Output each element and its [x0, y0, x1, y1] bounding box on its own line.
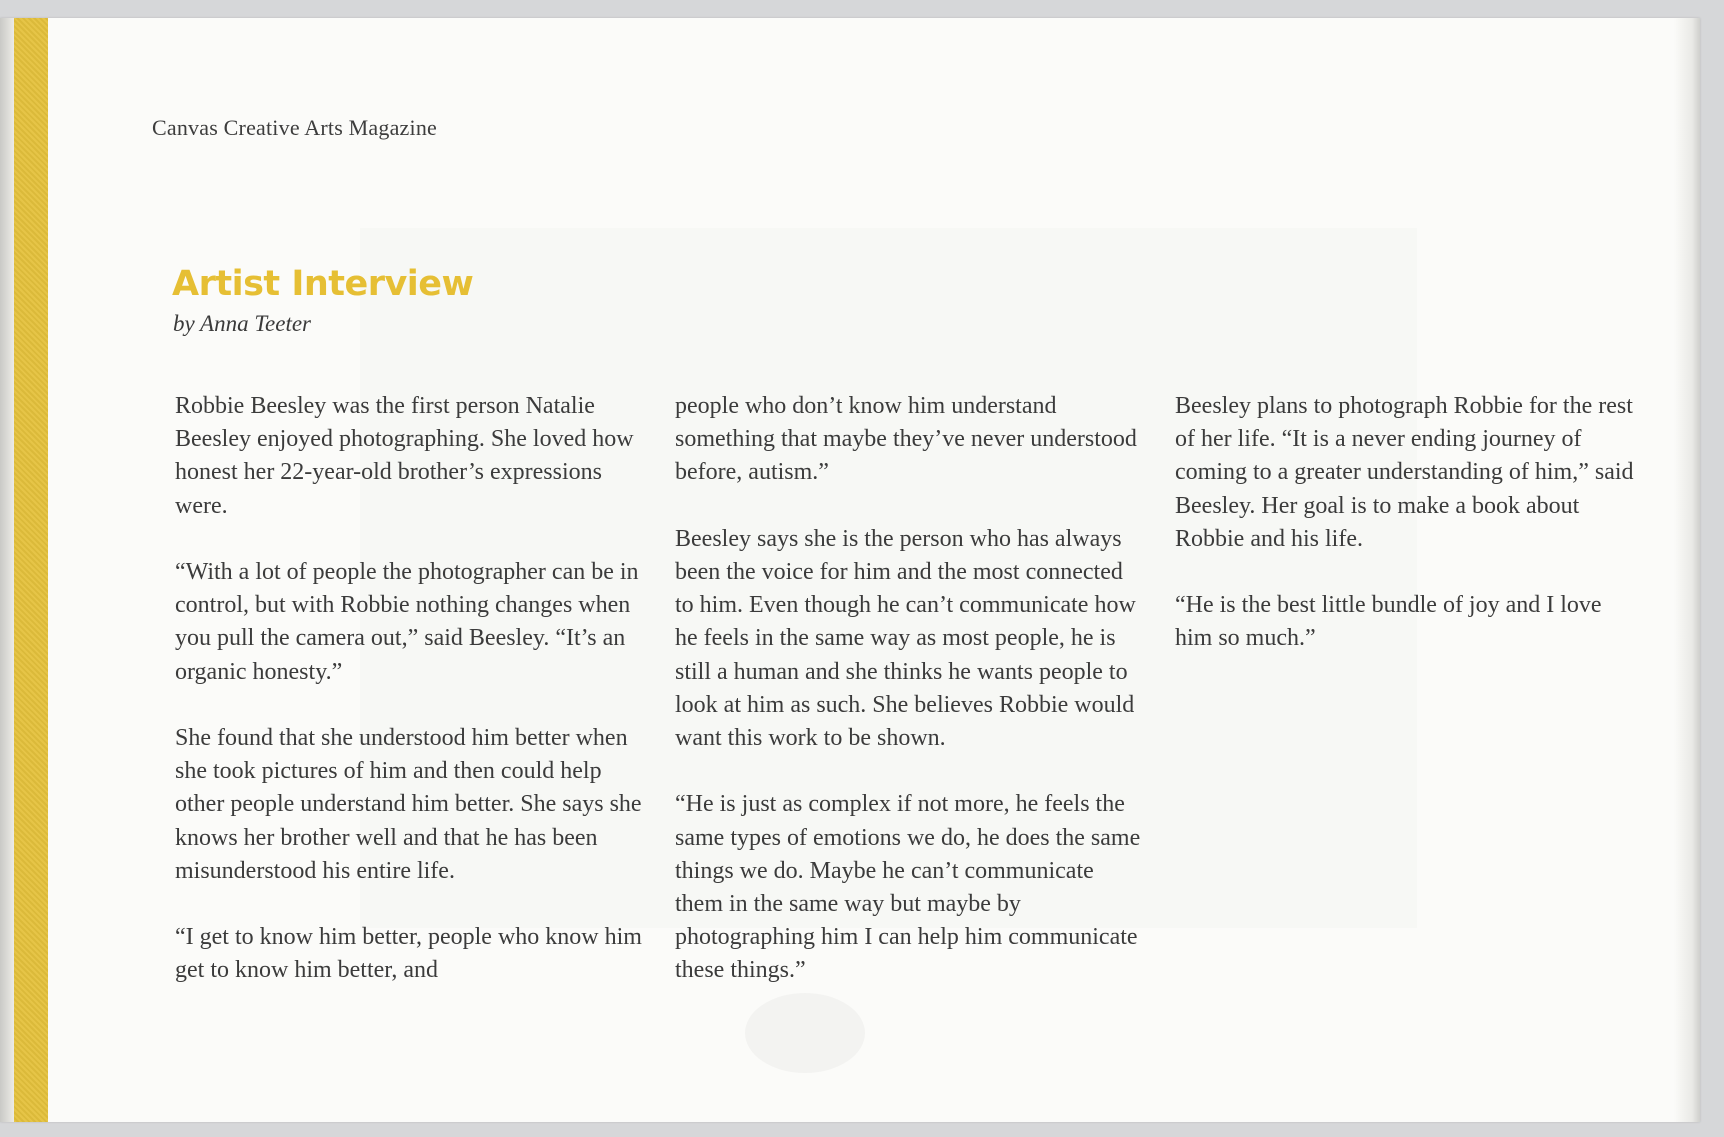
running-head: Canvas Creative Arts Magazine: [152, 115, 437, 140]
text-column-1: [175, 390, 645, 1021]
paragraph: “He is the best little bundle of joy and I love him so much.”: [1175, 592, 1602, 652]
paragraph: Beesley says she is the person who has always been the voice for him and the most connected to him. Even though he can’t communicate how he feels in the same way as most people, he is still a human and she thinks he wants people to look at him as such. She believes Robbie would want this work to be shown.: [675, 525, 1136, 752]
paragraph: Robbie Beesley was the first person Natalie Beesley enjoyed photographing. She loved how honest her 22-year-old brother’s expressions were.: [175, 393, 634, 519]
paragraph: “I get to know him better, people who know him get to know him better, and: [175, 924, 642, 984]
paragraph: people who don’t know him understand something that maybe they’ve never understood before, autism.”: [675, 393, 1137, 486]
paragraph: Beesley plans to photograph Robbie for the rest of her life. “It is a never ending journey of coming to a greater understanding of him,” said Beesley. Her goal is to make a book about Robbie and his life.: [1175, 393, 1634, 552]
article-title: Artist Interview: [172, 264, 474, 304]
paragraph: “He is just as complex if not more, he feels the same types of emotions we do, he does the same things we do. Maybe he can’t communicate them in the same way but maybe by photographing him I can help him communicate these things.”: [675, 791, 1141, 984]
page-right-edge: [1674, 18, 1700, 1122]
paragraph: She found that she understood him better when she took pictures of him and then could help other people understand him better. She says she knows her brother well and that he has been misunderstood his entire life.: [175, 725, 642, 884]
paragraph: “With a lot of people the photographer can be in control, but with Robbie nothing changes when you pull the camera out,” said Beesley. “It’s an organic honesty.”: [175, 559, 639, 685]
text-column-2: [675, 390, 1145, 1021]
yellow-spine-stripe: [14, 18, 48, 1122]
text-column-3: [1175, 390, 1635, 689]
article-byline: by Anna Teeter: [173, 311, 311, 336]
page-binding-edge: [0, 18, 14, 1122]
magazine-page: [0, 18, 1700, 1122]
